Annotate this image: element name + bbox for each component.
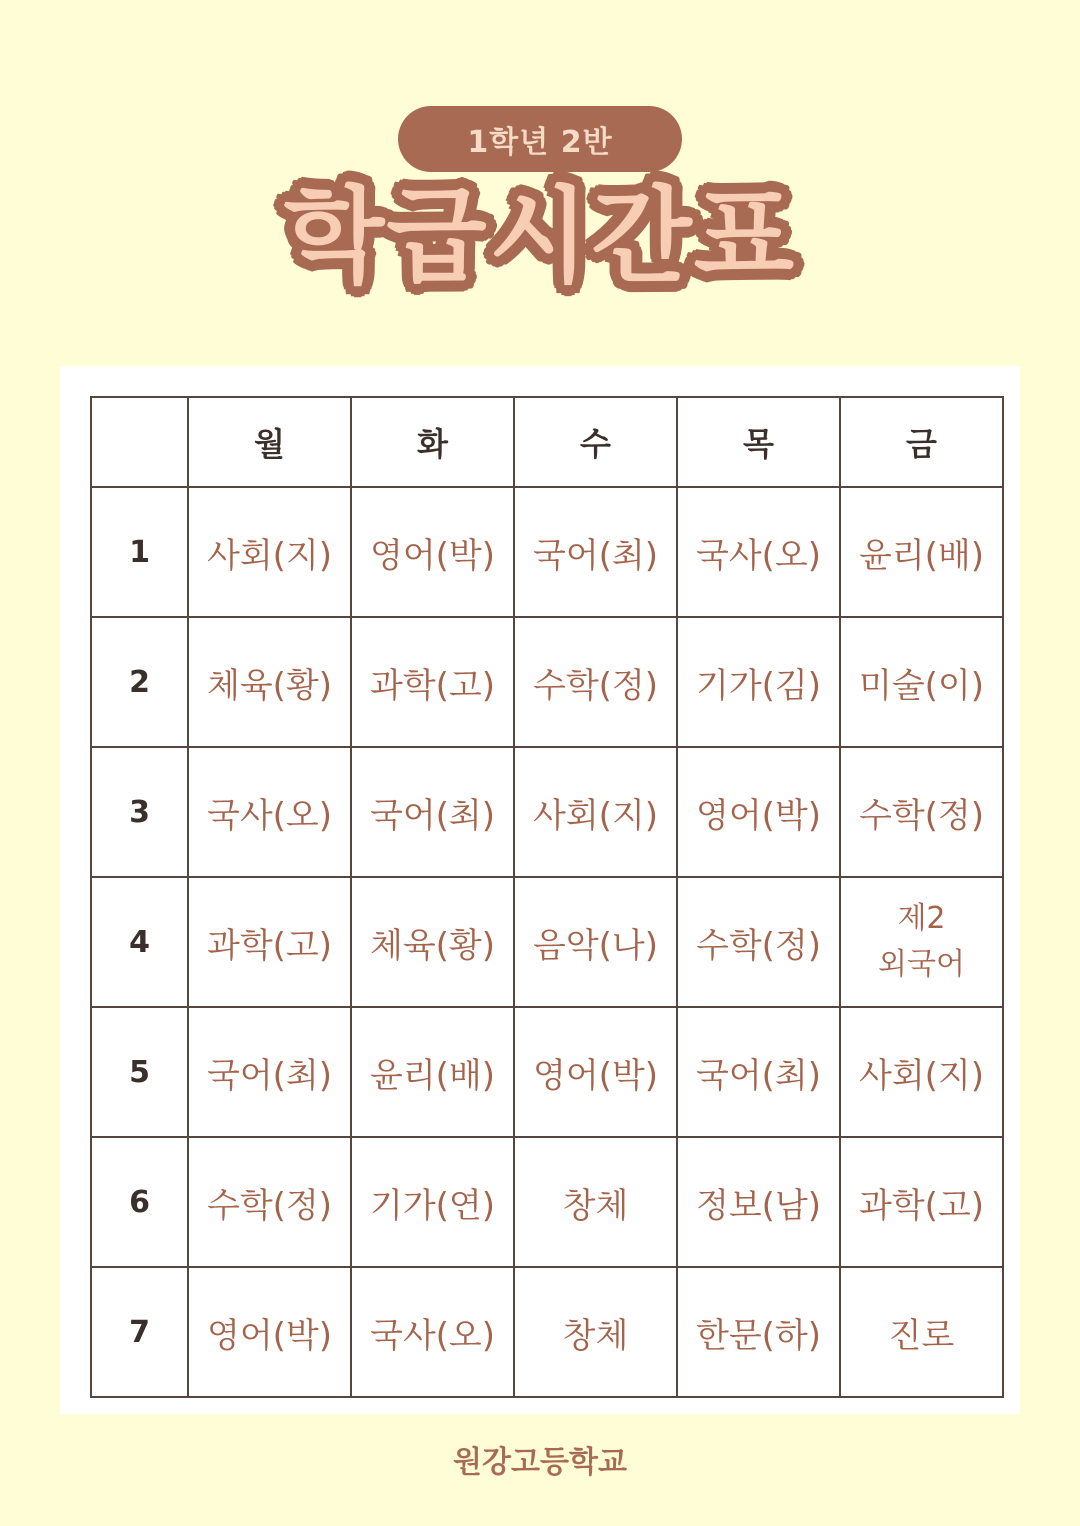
day-header-wed: 수	[514, 397, 677, 487]
timetable-card	[60, 366, 1020, 1414]
subject-cell: 영어(박)	[188, 1267, 351, 1397]
period-number: 7	[91, 1267, 188, 1397]
period-row	[91, 617, 1003, 747]
period-row	[91, 1137, 1003, 1267]
subject-cell: 국어(최)	[514, 487, 677, 617]
subject-cell: 국사(오)	[188, 747, 351, 877]
period-number: 1	[91, 487, 188, 617]
day-header-row	[91, 397, 1003, 487]
timetable	[90, 396, 1004, 1398]
subject-cell: 영어(박)	[677, 747, 840, 877]
subject-cell: 창체	[514, 1137, 677, 1267]
period-number: 6	[91, 1137, 188, 1267]
school-name: 원강고등학교	[453, 1445, 627, 1480]
subject-cell: 영어(박)	[351, 487, 514, 617]
subject-cell: 사회(지)	[514, 747, 677, 877]
subject-cell: 진로	[840, 1267, 1003, 1397]
subject-cell: 정보(남)	[677, 1137, 840, 1267]
period-row	[91, 1007, 1003, 1137]
period-row	[91, 747, 1003, 877]
subject-cell: 체육(황)	[188, 617, 351, 747]
subject-cell: 과학(고)	[188, 877, 351, 1007]
subject-cell: 수학(정)	[677, 877, 840, 1007]
subject-cell: 수학(정)	[188, 1137, 351, 1267]
subject-cell: 한문(하)	[677, 1267, 840, 1397]
period-row	[91, 487, 1003, 617]
subject-cell: 수학(정)	[514, 617, 677, 747]
subject-cell: 체육(황)	[351, 877, 514, 1007]
period-row	[91, 1267, 1003, 1397]
corner-cell	[91, 397, 188, 487]
period-number: 4	[91, 877, 188, 1007]
subject-cell: 영어(박)	[514, 1007, 677, 1137]
class-label: 1학년 2반	[467, 125, 613, 160]
period-number: 3	[91, 747, 188, 877]
page-title: 학급시간표	[283, 175, 797, 297]
subject-cell: 수학(정)	[840, 747, 1003, 877]
subject-cell: 국어(최)	[188, 1007, 351, 1137]
day-header-fri: 금	[840, 397, 1003, 487]
subject-cell: 국어(최)	[677, 1007, 840, 1137]
subject-cell: 창체	[514, 1267, 677, 1397]
period-number: 2	[91, 617, 188, 747]
subject-cell: 국사(오)	[351, 1267, 514, 1397]
day-header-mon: 월	[188, 397, 351, 487]
subject-cell: 윤리(배)	[840, 487, 1003, 617]
day-header-thu: 목	[677, 397, 840, 487]
subject-cell: 미술(이)	[840, 617, 1003, 747]
period-row	[91, 877, 1003, 1007]
subject-cell: 과학(고)	[351, 617, 514, 747]
subject-cell: 국어(최)	[351, 747, 514, 877]
subject-cell: 사회(지)	[840, 1007, 1003, 1137]
subject-cell: 기가(연)	[351, 1137, 514, 1267]
subject-cell: 국사(오)	[677, 487, 840, 617]
class-label-badge	[398, 106, 682, 172]
subject-cell: 기가(김)	[677, 617, 840, 747]
period-number: 5	[91, 1007, 188, 1137]
subject-cell: 사회(지)	[188, 487, 351, 617]
subject-cell: 음악(나)	[514, 877, 677, 1007]
subject-cell: 과학(고)	[840, 1137, 1003, 1267]
subject-cell: 윤리(배)	[351, 1007, 514, 1137]
subject-cell: 제2 외국어	[840, 877, 1003, 1007]
day-header-tue: 화	[351, 397, 514, 487]
